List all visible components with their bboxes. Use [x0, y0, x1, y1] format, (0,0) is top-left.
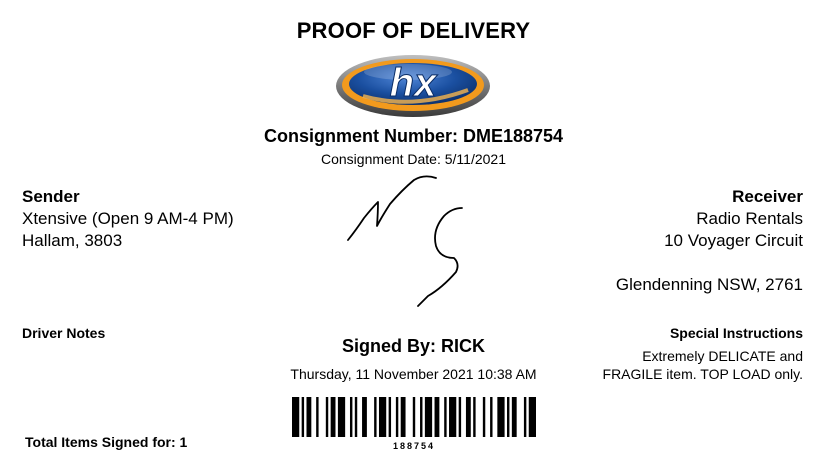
special-instructions-line: Extremely DELICATE and	[642, 348, 803, 364]
special-instructions-line: FRAGILE item. TOP LOAD only.	[602, 366, 803, 382]
barcode-bar	[466, 397, 471, 437]
total-items-signed: Total Items Signed for: 1	[25, 434, 188, 450]
hx-logo	[333, 50, 491, 118]
barcode-bar	[524, 397, 526, 437]
barcode-bar	[292, 397, 299, 437]
sender-title: Sender	[22, 187, 80, 206]
barcode-bar	[350, 397, 352, 437]
barcode-bar	[444, 397, 446, 437]
special-instructions	[603, 325, 803, 383]
receiver-title: Receiver	[732, 187, 803, 206]
barcode-bar	[435, 397, 440, 437]
signed-by: Signed By: RICK	[341, 336, 485, 356]
barcode-value: 188754	[392, 441, 436, 451]
barcode-bar	[529, 397, 536, 437]
barcode-bar	[497, 397, 504, 437]
barcode	[292, 397, 536, 437]
barcode-bar	[507, 397, 509, 437]
barcode-bar	[401, 397, 406, 437]
barcode-bar	[473, 397, 475, 437]
logo-text: hx	[389, 61, 437, 105]
barcode-bar	[362, 397, 367, 437]
barcode-bar	[490, 397, 492, 437]
driver-notes-title: Driver Notes	[22, 325, 106, 341]
barcode-bar	[326, 397, 328, 437]
signed-date: Thursday, 11 November 2021 10:38 AM	[290, 366, 537, 382]
receiver-block	[616, 186, 803, 296]
barcode-bar	[355, 397, 357, 437]
barcode-bar	[420, 397, 422, 437]
signature-image	[344, 172, 480, 312]
barcode-bar	[379, 397, 386, 437]
barcode-bar	[316, 397, 318, 437]
barcode-bar	[459, 397, 461, 437]
barcode-bar	[302, 397, 304, 437]
barcode-bar	[331, 397, 336, 437]
receiver-street: 10 Voyager Circuit	[664, 231, 803, 250]
page-title: PROOF OF DELIVERY	[296, 18, 531, 43]
barcode-bar	[389, 397, 391, 437]
receiver-location: Glendenning NSW, 2761	[615, 275, 803, 294]
barcode-bar	[483, 397, 485, 437]
sender-name: Xtensive (Open 9 AM-4 PM)	[22, 209, 234, 228]
sender-block	[22, 186, 234, 252]
barcode-bar	[449, 397, 456, 437]
barcode-bar	[425, 397, 432, 437]
barcode-bar	[413, 397, 415, 437]
sender-location: Hallam, 3803	[22, 231, 123, 250]
consignment-date: Consignment Date: 5/11/2021	[321, 151, 506, 167]
barcode-bar	[396, 397, 398, 437]
barcode-bar	[512, 397, 517, 437]
barcode-bar	[338, 397, 345, 437]
special-instructions-title: Special Instructions	[669, 325, 803, 341]
barcode-bar	[374, 397, 376, 437]
barcode-bar	[306, 397, 311, 437]
consignment-number: Consignment Number: DME188754	[263, 126, 564, 146]
receiver-name: Radio Rentals	[696, 209, 803, 228]
